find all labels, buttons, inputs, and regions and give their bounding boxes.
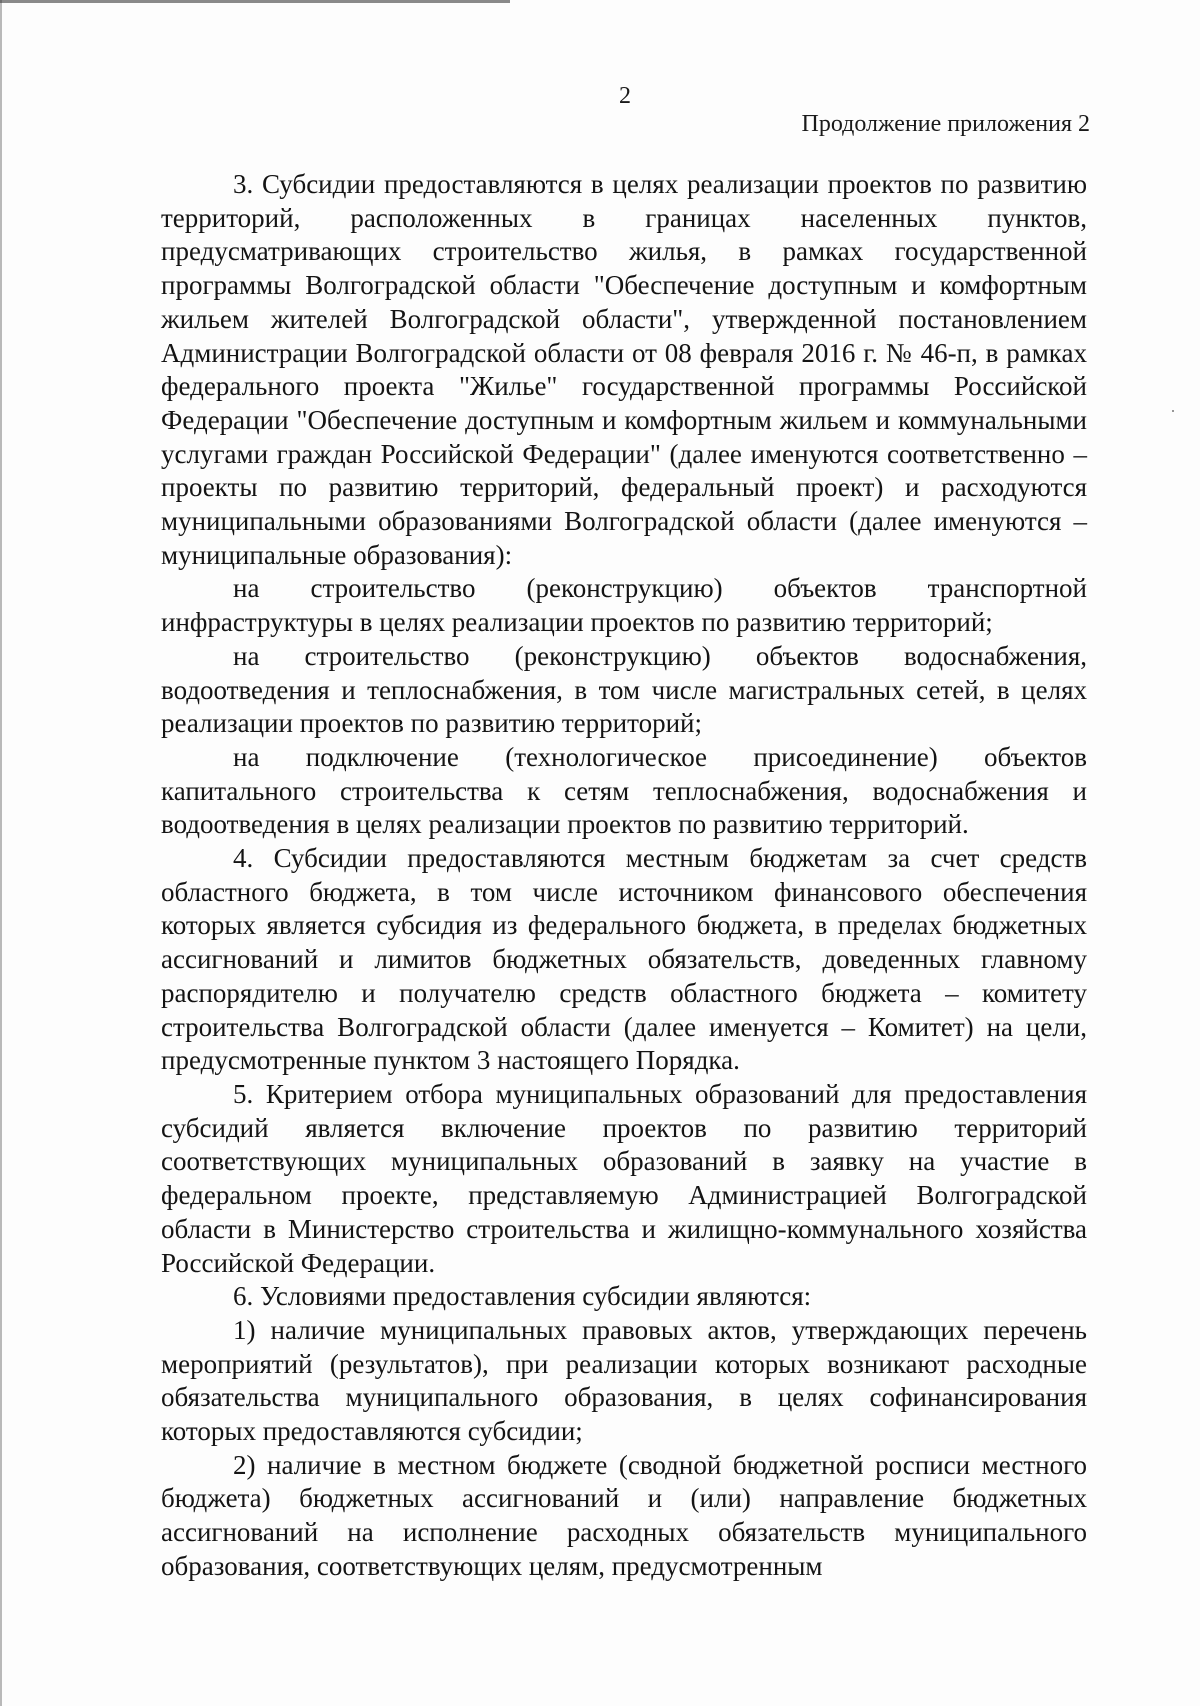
scan-speck <box>1172 410 1174 412</box>
paragraph-clause-3-item-connection: на подключение (технологическое присоединение) объектов капитального строительства к сетям теплоснабжения, водоснабжения и водоотведения в целях реализации проектов по развитию территорий. <box>161 741 1087 840</box>
scan-edge-top <box>0 0 510 3</box>
paragraph-clause-3: 3. Субсидии предоставляются в целях реализации проектов по развитию территорий, расположенных в границах населенных пунктов, предусматривающих строительство жилья, в рамках государственной программы Волгоградской области "Обеспечение доступным и комфортным жильем жителей Волгоградской области", утвержденной постановлением Администрации Волгоградской области от 08 февраля 2016 г. № 46-п, в рамках федерального проекта "Жилье" государственной программы Российской Федерации "Обеспечение доступным и комфортным жильем и коммунальными услугами граждан Российской Федерации" (далее именуются соответственно – проекты по развитию территорий, федеральный проект) и расходуются муниципальными образованиями Волгоградской области (далее именуются – муниципальные образования): <box>161 169 1087 570</box>
paragraph-clause-3-item-water: на строительство (реконструкцию) объектов водоснабжения, водоотведения и теплоснабжения, в том числе магистральных сетей, в целях реализации проектов по развитию территорий; <box>161 640 1087 739</box>
paragraph-clause-4: 4. Субсидии предоставляются местным бюджетам за счет средств областного бюджета, в том числе источником финансового обеспечения которых является субсидия из федерального бюджета, в пределах бюджетных ассигнований и лимитов бюджетных обязательств, доведенных главному распорядителю и получателю средств областного бюджета – комитету строительства Волгоградской области (далее именуется – Комитет) на цели, предусмотренные пунктом 3 настоящего Порядка. <box>161 843 1087 1076</box>
page-number: 2 <box>619 83 631 109</box>
appendix-continuation-note: Продолжение приложения 2 <box>801 111 1090 137</box>
scan-edge-left <box>0 0 2 1706</box>
document-body <box>161 168 1087 1584</box>
paragraph-clause-6-item-1: 1) наличие муниципальных правовых актов, утверждающих перечень мероприятий (результатов), при реализации которых возникают расходные обязательства муниципального образования, в целях софинансирования которых предоставляются субсидии; <box>161 1314 1087 1447</box>
paragraph-clause-6: 6. Условиями предоставления субсидии являются: <box>233 1281 812 1312</box>
paragraph-clause-3-item-transport: на строительство (реконструкцию) объектов транспортной инфраструктуры в целях реализации проектов по развитию территорий; <box>161 573 1087 638</box>
paragraph-clause-5: 5. Критерием отбора муниципальных образований для предоставления субсидий является включение проектов по развитию территорий соответствующих муниципальных образований в заявку на участие в федеральном проекте, представляемую Администрацией Волгоградской области в Министерство строительства и жилищно-коммунального хозяйства Российской Федерации. <box>161 1078 1087 1278</box>
paragraph-clause-6-item-2: 2) наличие в местном бюджете (сводной бюджетной росписи местного бюджета) бюджетных ассигнований и (или) направление бюджетных ассигнований на исполнение расходных обязательств муниципального образования, соответствующих целям, предусмотренным <box>161 1449 1087 1581</box>
